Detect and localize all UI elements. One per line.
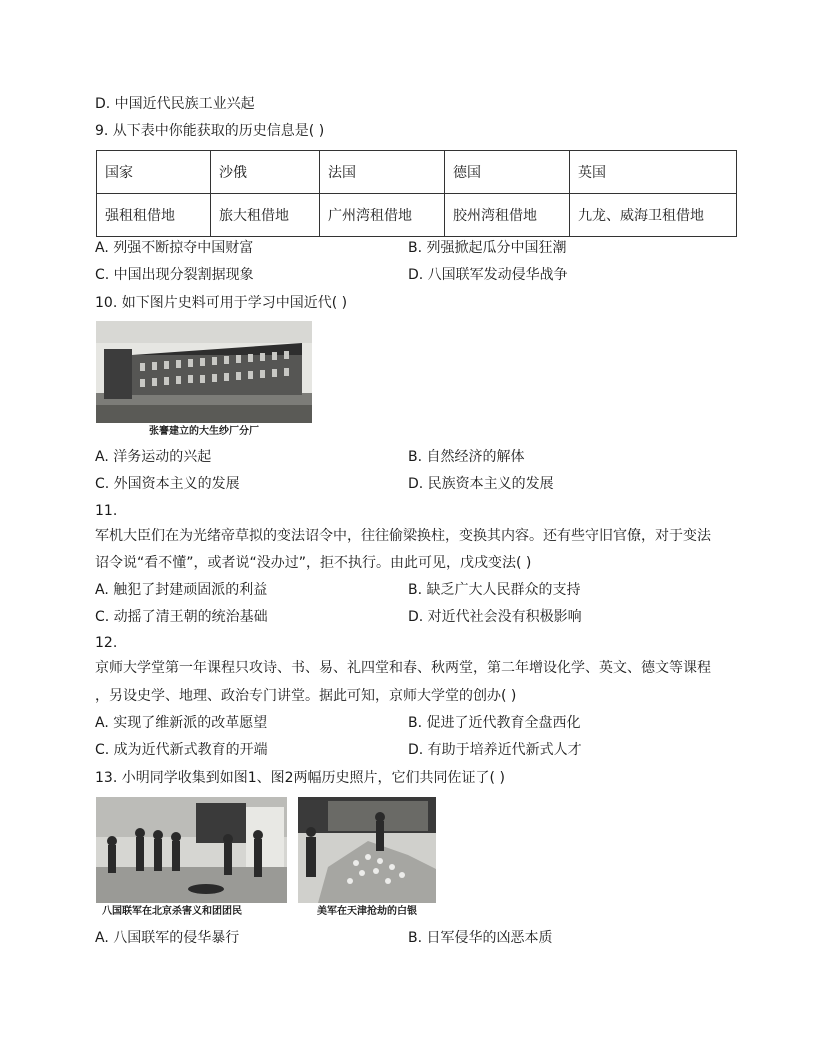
table-cell: 沙俄 <box>211 151 320 194</box>
beijing-photo <box>96 797 287 921</box>
q10-option-b: B. 自然经济的解体 <box>408 449 525 465</box>
table-cell: 旅大租借地 <box>211 194 320 237</box>
q10-stem: 10. 如下图片史料可用于学习中国近代( ) <box>95 295 348 311</box>
q12-number: 12. <box>95 635 118 651</box>
q9-option-a: A. 列强不断掠夺中国财富 <box>95 240 254 256</box>
q9-table-row <box>97 194 737 237</box>
q12-option-b: B. 促进了近代教育全盘西化 <box>408 715 581 731</box>
q8-option-d: D. 中国近代民族工业兴起 <box>95 96 255 112</box>
q11-stem-line1: 军机大臣们在为光绪帝草拟的变法诏令中，往往偷梁换柱，变换其内容。还有些守旧官僚，对于变法 <box>95 528 711 544</box>
q9-table <box>96 150 737 237</box>
q10-option-d: D. 民族资本主义的发展 <box>408 476 554 492</box>
q9-option-c: C. 中国出现分裂割据现象 <box>95 267 254 283</box>
q11-option-c: C. 动摇了清王朝的统治基础 <box>95 609 268 625</box>
q13-option-a: A. 八国联军的侵华暴行 <box>95 930 240 946</box>
q11-option-d: D. 对近代社会没有积极影响 <box>408 609 582 625</box>
q11-option-a: A. 触犯了封建顽固派的利益 <box>95 582 268 598</box>
table-cell: 法国 <box>320 151 445 194</box>
q12-stem-line2: ，另设史学、地理、政治专门讲堂。据此可知，京师大学堂的创办( ) <box>95 688 517 704</box>
q9-stem: 9. 从下表中你能获取的历史信息是( ) <box>95 123 325 139</box>
table-cell: 胶州湾租借地 <box>445 194 570 237</box>
q10-option-a: A. 洋务运动的兴起 <box>95 449 212 465</box>
q10-option-c: C. 外国资本主义的发展 <box>95 476 240 492</box>
tianjin-photo-caption: 美军在天津抢劫的白银 <box>298 903 436 921</box>
q9-table-header-row <box>97 151 737 194</box>
beijing-photo-illustration <box>96 797 287 903</box>
q11-number: 11. <box>95 503 118 519</box>
table-cell: 强租租借地 <box>97 194 211 237</box>
table-cell: 广州湾租借地 <box>320 194 445 237</box>
factory-photo <box>96 321 312 441</box>
factory-photo-illustration <box>96 321 312 423</box>
q12-option-a: A. 实现了维新派的改革愿望 <box>95 715 268 731</box>
q9-option-b: B. 列强掀起瓜分中国狂潮 <box>408 240 567 256</box>
table-cell: 德国 <box>445 151 570 194</box>
q12-stem-line1: 京师大学堂第一年课程只攻诗、书、易、礼四堂和春、秋两堂，第二年增设化学、英文、德文等课程 <box>95 660 711 676</box>
tianjin-photo-illustration <box>298 797 436 903</box>
q12-option-c: C. 成为近代新式教育的开端 <box>95 742 268 758</box>
beijing-photo-caption: 八国联军在北京杀害义和团团民 <box>96 903 287 921</box>
q12-option-d: D. 有助于培养近代新式人才 <box>408 742 582 758</box>
q13-option-b: B. 日军侵华的凶恶本质 <box>408 930 553 946</box>
q11-option-b: B. 缺乏广大人民群众的支持 <box>408 582 581 598</box>
table-cell: 英国 <box>570 151 737 194</box>
table-cell: 九龙、威海卫租借地 <box>570 194 737 237</box>
q9-option-d: D. 八国联军发动侵华战争 <box>408 267 568 283</box>
table-cell: 国家 <box>97 151 211 194</box>
factory-photo-caption: 张謇建立的大生纱厂分厂 <box>96 423 312 441</box>
q13-stem: 13. 小明同学收集到如图1、图2两幅历史照片，它们共同佐证了( ) <box>95 770 505 786</box>
q11-stem-line2: 诏令说“看不懂”，或者说“没办过”，拒不执行。由此可见，戊戌变法( ) <box>95 555 532 571</box>
tianjin-photo <box>298 797 436 921</box>
